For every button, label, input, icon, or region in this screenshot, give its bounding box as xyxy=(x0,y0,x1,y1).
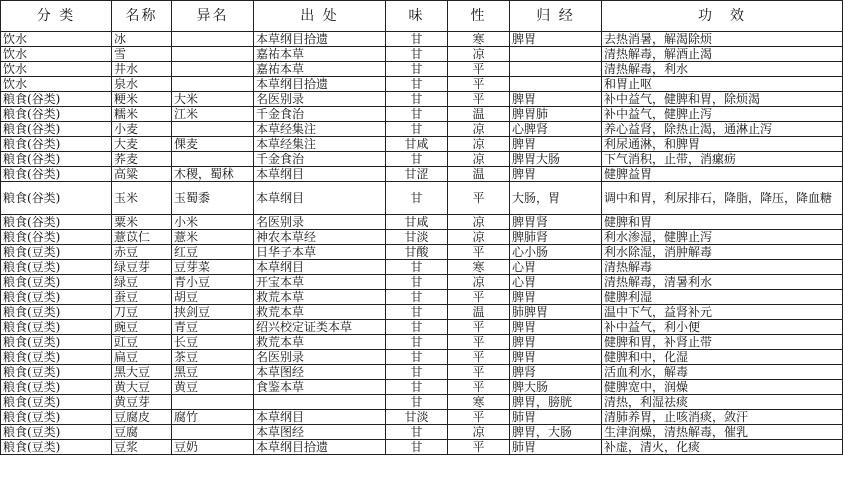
effect-cell: 清热解毒，清暑利水 xyxy=(602,275,843,290)
meridian-cell: 肺脾胃 xyxy=(510,305,602,320)
nature-cell: 平 xyxy=(448,335,510,350)
table-row xyxy=(1,365,843,380)
taste-cell: 甘 xyxy=(386,92,448,107)
alias-cell: 长豆 xyxy=(172,335,254,350)
name-cell: 糯米 xyxy=(112,107,172,122)
effect-cell: 健脾和胃 xyxy=(602,215,843,230)
name-cell: 荞麦 xyxy=(112,152,172,167)
taste-cell: 甘酸 xyxy=(386,245,448,260)
table-row xyxy=(1,440,843,455)
table-row xyxy=(1,230,843,245)
name-cell: 井水 xyxy=(112,62,172,77)
header-source: 出 处 xyxy=(254,1,386,32)
alias-cell xyxy=(172,77,254,92)
alias-cell: 豆奶 xyxy=(172,440,254,455)
source-cell: 千金食治 xyxy=(254,152,386,167)
table-row xyxy=(1,122,843,137)
nature-cell: 平 xyxy=(448,290,510,305)
nature-cell: 凉 xyxy=(448,215,510,230)
source-cell: 救荒本草 xyxy=(254,305,386,320)
nature-cell: 寒 xyxy=(448,32,510,47)
nature-cell: 平 xyxy=(448,92,510,107)
effect-cell: 生津润燥，清热解毒，催乳 xyxy=(602,425,843,440)
meridian-cell: 脾胃，膀胱 xyxy=(510,395,602,410)
name-cell: 豆浆 xyxy=(112,440,172,455)
category-cell: 粮食(豆类) xyxy=(1,410,112,425)
name-cell: 豇豆 xyxy=(112,335,172,350)
nature-cell: 平 xyxy=(448,77,510,92)
meridian-cell: 脾胃肺 xyxy=(510,107,602,122)
taste-cell: 甘淡 xyxy=(386,230,448,245)
category-cell: 粮食(豆类) xyxy=(1,320,112,335)
category-cell: 粮食(谷类) xyxy=(1,230,112,245)
category-cell: 粮食(豆类) xyxy=(1,305,112,320)
alias-cell xyxy=(172,152,254,167)
alias-cell: 薏米 xyxy=(172,230,254,245)
name-cell: 泉水 xyxy=(112,77,172,92)
effect-cell: 清热，利湿祛痰 xyxy=(602,395,843,410)
alias-cell xyxy=(172,62,254,77)
category-cell: 粮食(谷类) xyxy=(1,92,112,107)
taste-cell: 甘 xyxy=(386,107,448,122)
taste-cell: 甘 xyxy=(386,350,448,365)
name-cell: 黑大豆 xyxy=(112,365,172,380)
effect-cell: 活血利水，解毒 xyxy=(602,365,843,380)
nature-cell: 温 xyxy=(448,107,510,122)
category-cell: 粮食(豆类) xyxy=(1,365,112,380)
alias-cell: 大米 xyxy=(172,92,254,107)
source-cell: 本草纲目 xyxy=(254,260,386,275)
source-cell: 绍兴校定证类本草 xyxy=(254,320,386,335)
header-taste: 味 xyxy=(386,1,448,32)
nature-cell: 平 xyxy=(448,365,510,380)
taste-cell: 甘 xyxy=(386,47,448,62)
category-cell: 粮食(谷类) xyxy=(1,167,112,182)
source-cell: 名医别录 xyxy=(254,215,386,230)
meridian-cell: 脾肾 xyxy=(510,365,602,380)
source-cell: 救荒本草 xyxy=(254,335,386,350)
meridian-cell: 脾胃 xyxy=(510,335,602,350)
effect-cell: 养心益肾，除热止渴，通淋止泻 xyxy=(602,122,843,137)
nature-cell: 温 xyxy=(448,167,510,182)
meridian-cell: 心胃 xyxy=(510,260,602,275)
nature-cell: 凉 xyxy=(448,425,510,440)
alias-cell xyxy=(172,122,254,137)
alias-cell: 倮麦 xyxy=(172,137,254,152)
table-body xyxy=(1,32,843,455)
category-cell: 粮食(豆类) xyxy=(1,290,112,305)
name-cell: 冰 xyxy=(112,32,172,47)
effect-cell: 补虚，清火，化痰 xyxy=(602,440,843,455)
nature-cell: 平 xyxy=(448,440,510,455)
taste-cell: 甘 xyxy=(386,320,448,335)
table-row xyxy=(1,47,843,62)
nature-cell: 凉 xyxy=(448,47,510,62)
meridian-cell: 脾胃 xyxy=(510,320,602,335)
taste-cell: 甘 xyxy=(386,182,448,215)
alias-cell xyxy=(172,425,254,440)
taste-cell: 甘淡 xyxy=(386,410,448,425)
header-name: 名称 xyxy=(112,1,172,32)
nature-cell: 平 xyxy=(448,380,510,395)
effect-cell: 清热解毒 xyxy=(602,260,843,275)
taste-cell: 甘咸 xyxy=(386,215,448,230)
source-cell: 本草纲目 xyxy=(254,182,386,215)
source-cell: 千金食治 xyxy=(254,107,386,122)
category-cell: 粮食(豆类) xyxy=(1,395,112,410)
source-cell: 本草经集注 xyxy=(254,122,386,137)
taste-cell: 甘咸 xyxy=(386,137,448,152)
alias-cell: 茶豆 xyxy=(172,350,254,365)
taste-cell: 甘 xyxy=(386,365,448,380)
header-category: 分 类 xyxy=(1,1,112,32)
nature-cell: 平 xyxy=(448,410,510,425)
name-cell: 薏苡仁 xyxy=(112,230,172,245)
table-row xyxy=(1,320,843,335)
source-cell: 本草纲目拾遗 xyxy=(254,440,386,455)
alias-cell xyxy=(172,47,254,62)
source-cell: 本草纲目拾遗 xyxy=(254,77,386,92)
effect-cell: 健脾利湿 xyxy=(602,290,843,305)
meridian-cell: 脾胃 xyxy=(510,290,602,305)
source-cell: 本草纲目 xyxy=(254,410,386,425)
alias-cell: 黑豆 xyxy=(172,365,254,380)
name-cell: 小麦 xyxy=(112,122,172,137)
name-cell: 大麦 xyxy=(112,137,172,152)
nature-cell: 平 xyxy=(448,350,510,365)
table-row xyxy=(1,335,843,350)
source-cell: 食鉴本草 xyxy=(254,380,386,395)
alias-cell: 红豆 xyxy=(172,245,254,260)
name-cell: 刀豆 xyxy=(112,305,172,320)
source-cell: 本草纲目 xyxy=(254,167,386,182)
name-cell: 豌豆 xyxy=(112,320,172,335)
name-cell: 赤豆 xyxy=(112,245,172,260)
nature-cell: 平 xyxy=(448,62,510,77)
category-cell: 粮食(豆类) xyxy=(1,380,112,395)
meridian-cell: 脾胃肾 xyxy=(510,215,602,230)
taste-cell: 甘 xyxy=(386,62,448,77)
source-cell: 神农本草经 xyxy=(254,230,386,245)
effect-cell: 去热消暑，解渴除烦 xyxy=(602,32,843,47)
meridian-cell: 脾肺肾 xyxy=(510,230,602,245)
meridian-cell: 脾胃 xyxy=(510,92,602,107)
effect-cell: 补中益气，利小便 xyxy=(602,320,843,335)
taste-cell: 甘 xyxy=(386,335,448,350)
source-cell: 名医别录 xyxy=(254,350,386,365)
category-cell: 粮食(谷类) xyxy=(1,122,112,137)
table-row xyxy=(1,245,843,260)
meridian-cell xyxy=(510,47,602,62)
table-row xyxy=(1,32,843,47)
effect-cell: 清热解毒，解酒止渴 xyxy=(602,47,843,62)
category-cell: 饮水 xyxy=(1,32,112,47)
alias-cell: 青豆 xyxy=(172,320,254,335)
taste-cell: 甘 xyxy=(386,395,448,410)
category-cell: 饮水 xyxy=(1,77,112,92)
header-nature: 性 xyxy=(448,1,510,32)
category-cell: 饮水 xyxy=(1,62,112,77)
category-cell: 粮食(豆类) xyxy=(1,275,112,290)
nature-cell: 凉 xyxy=(448,152,510,167)
table-row xyxy=(1,107,843,122)
meridian-cell: 心胃 xyxy=(510,275,602,290)
meridian-cell: 脾胃大肠 xyxy=(510,152,602,167)
meridian-cell: 脾胃 xyxy=(510,32,602,47)
table-row xyxy=(1,77,843,92)
name-cell: 豆腐皮 xyxy=(112,410,172,425)
effect-cell: 利尿通淋，和脾胃 xyxy=(602,137,843,152)
taste-cell: 甘 xyxy=(386,260,448,275)
nature-cell: 寒 xyxy=(448,395,510,410)
header-meridian: 归 经 xyxy=(510,1,602,32)
table-row xyxy=(1,92,843,107)
category-cell: 粮食(豆类) xyxy=(1,260,112,275)
name-cell: 扁豆 xyxy=(112,350,172,365)
table-row xyxy=(1,305,843,320)
meridian-cell: 脾大肠 xyxy=(510,380,602,395)
alias-cell: 小米 xyxy=(172,215,254,230)
effect-cell: 健脾益胃 xyxy=(602,167,843,182)
meridian-cell: 心小肠 xyxy=(510,245,602,260)
category-cell: 粮食(谷类) xyxy=(1,107,112,122)
taste-cell: 甘 xyxy=(386,122,448,137)
alias-cell: 黄豆 xyxy=(172,380,254,395)
taste-cell: 甘 xyxy=(386,305,448,320)
nature-cell: 凉 xyxy=(448,230,510,245)
effect-cell: 利水除湿，消肿解毒 xyxy=(602,245,843,260)
meridian-cell: 大肠，胃 xyxy=(510,182,602,215)
name-cell: 黄豆芽 xyxy=(112,395,172,410)
alias-cell xyxy=(172,32,254,47)
table-row xyxy=(1,425,843,440)
meridian-cell: 心脾肾 xyxy=(510,122,602,137)
table-row xyxy=(1,395,843,410)
source-cell: 本草图经 xyxy=(254,365,386,380)
category-cell: 粮食(谷类) xyxy=(1,152,112,167)
nature-cell: 平 xyxy=(448,245,510,260)
nature-cell: 凉 xyxy=(448,275,510,290)
nature-cell: 凉 xyxy=(448,122,510,137)
meridian-cell xyxy=(510,62,602,77)
meridian-cell: 脾胃 xyxy=(510,167,602,182)
source-cell: 救荒本草 xyxy=(254,290,386,305)
alias-cell: 玉蜀黍 xyxy=(172,182,254,215)
name-cell: 雪 xyxy=(112,47,172,62)
alias-cell: 木稷，蜀秫 xyxy=(172,167,254,182)
taste-cell: 甘 xyxy=(386,290,448,305)
header-effect: 功 效 xyxy=(602,1,843,32)
source-cell: 本草图经 xyxy=(254,425,386,440)
nature-cell: 凉 xyxy=(448,137,510,152)
header-row xyxy=(1,1,843,32)
effect-cell: 利水渗湿，健脾止泻 xyxy=(602,230,843,245)
nature-cell: 平 xyxy=(448,320,510,335)
alias-cell xyxy=(172,395,254,410)
table-row xyxy=(1,182,843,215)
effect-cell: 补中益气，健脾止泻 xyxy=(602,107,843,122)
effect-cell: 下气消积，止带，消瘰疬 xyxy=(602,152,843,167)
name-cell: 玉米 xyxy=(112,182,172,215)
table-row xyxy=(1,62,843,77)
taste-cell: 甘 xyxy=(386,425,448,440)
alias-cell: 青小豆 xyxy=(172,275,254,290)
alias-cell: 胡豆 xyxy=(172,290,254,305)
meridian-cell: 脾胃，大肠 xyxy=(510,425,602,440)
source-cell: 名医别录 xyxy=(254,92,386,107)
category-cell: 粮食(豆类) xyxy=(1,425,112,440)
taste-cell: 甘 xyxy=(386,440,448,455)
table-row xyxy=(1,152,843,167)
category-cell: 粮食(豆类) xyxy=(1,245,112,260)
effect-cell: 温中下气，益肾补元 xyxy=(602,305,843,320)
table-row xyxy=(1,137,843,152)
source-cell: 嘉祐本草 xyxy=(254,62,386,77)
table-row xyxy=(1,380,843,395)
name-cell: 粳米 xyxy=(112,92,172,107)
taste-cell: 甘涩 xyxy=(386,167,448,182)
name-cell: 蚕豆 xyxy=(112,290,172,305)
nature-cell: 寒 xyxy=(448,260,510,275)
alias-cell: 江米 xyxy=(172,107,254,122)
effect-cell: 健脾和中，化湿 xyxy=(602,350,843,365)
effect-cell: 清热解毒，利水 xyxy=(602,62,843,77)
category-cell: 粮食(豆类) xyxy=(1,440,112,455)
header-alias: 异名 xyxy=(172,1,254,32)
meridian-cell: 脾胃 xyxy=(510,350,602,365)
source-cell xyxy=(254,395,386,410)
source-cell: 本草纲目拾遗 xyxy=(254,32,386,47)
name-cell: 豆腐 xyxy=(112,425,172,440)
category-cell: 粮食(豆类) xyxy=(1,350,112,365)
table-row xyxy=(1,275,843,290)
meridian-cell: 肺胃 xyxy=(510,440,602,455)
effect-cell: 健脾宽中，润燥 xyxy=(602,380,843,395)
table-row xyxy=(1,260,843,275)
name-cell: 粟米 xyxy=(112,215,172,230)
effect-cell: 补中益气，健脾和胃，除烦渴 xyxy=(602,92,843,107)
taste-cell: 甘 xyxy=(386,275,448,290)
category-cell: 粮食(谷类) xyxy=(1,215,112,230)
source-cell: 开宝本草 xyxy=(254,275,386,290)
table-row xyxy=(1,290,843,305)
source-cell: 日华子本草 xyxy=(254,245,386,260)
meridian-cell: 脾胃 xyxy=(510,137,602,152)
category-cell: 粮食(谷类) xyxy=(1,137,112,152)
category-cell: 粮食(谷类) xyxy=(1,182,112,215)
effect-cell: 健脾和胃，补肾止带 xyxy=(602,335,843,350)
table-row xyxy=(1,215,843,230)
nature-cell: 温 xyxy=(448,305,510,320)
effect-cell: 清肺养胃，止咳消痰，敛汗 xyxy=(602,410,843,425)
effect-cell: 和胃止呕 xyxy=(602,77,843,92)
taste-cell: 甘 xyxy=(386,152,448,167)
taste-cell: 甘 xyxy=(386,77,448,92)
alias-cell: 挟剑豆 xyxy=(172,305,254,320)
alias-cell: 腐竹 xyxy=(172,410,254,425)
table-row xyxy=(1,167,843,182)
table-row xyxy=(1,410,843,425)
name-cell: 黄大豆 xyxy=(112,380,172,395)
source-cell: 嘉祐本草 xyxy=(254,47,386,62)
category-cell: 粮食(豆类) xyxy=(1,335,112,350)
nature-cell: 平 xyxy=(448,182,510,215)
alias-cell: 豆芽菜 xyxy=(172,260,254,275)
taste-cell: 甘 xyxy=(386,380,448,395)
source-cell: 本草经集注 xyxy=(254,137,386,152)
name-cell: 绿豆芽 xyxy=(112,260,172,275)
taste-cell: 甘 xyxy=(386,32,448,47)
meridian-cell xyxy=(510,77,602,92)
name-cell: 绿豆 xyxy=(112,275,172,290)
meridian-cell: 肺胃 xyxy=(510,410,602,425)
category-cell: 饮水 xyxy=(1,47,112,62)
effect-cell: 调中和胃，利尿排石，降脂，降压，降血糖 xyxy=(602,182,843,215)
table-row xyxy=(1,350,843,365)
name-cell: 高粱 xyxy=(112,167,172,182)
